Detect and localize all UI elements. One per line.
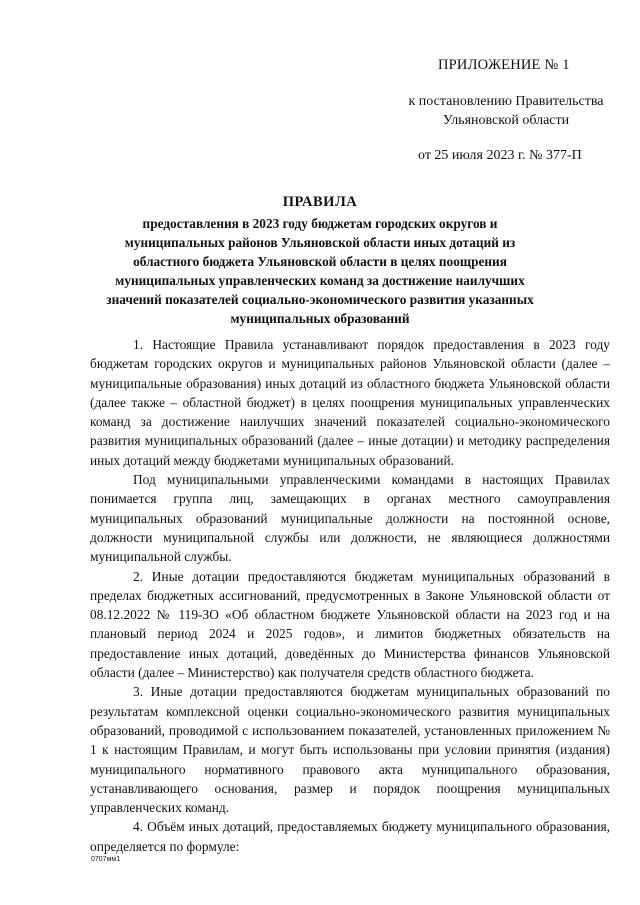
paragraph-3: 3. Иные дотации предоставляются бюджетам муниципальных образований по результатам комплексной оценки социально-экономического развития муниципальных образований, проводимой с использованием показателей, установленных приложением № 1 к настоящим Правилам, и могут быть использованы при условии принятия (издания) муниципального нормативного правового акта муниципального образования, устанавливающего основания, размер и порядок поощрения муниципальных управленческих команд. xyxy=(90,684,610,816)
paragraph-1: 1. Настоящие Правила устанавливают порядок предоставления в 2023 году бюджетам городских округов и муниципальных районов Ульяновской области (далее – муниципальные образования) иных дотаций из областного бюджета Ульяновской области (далее также – областной бюджет) в целях поощрения муниципальных управленческих команд за достижение наилучших значений показателей социально-экономического развития муниципальных образований (далее – иные дотации) и методику распределения иных дотаций между бюджетами муниципальных образований. xyxy=(90,337,610,468)
resolution-reference: к постановлению Правительства Ульяновской области xyxy=(408,94,604,128)
appendix-label: ПРИЛОЖЕНИЕ № 1 xyxy=(438,57,570,73)
paragraph-1-continued: Под муниципальными управленческими командами в настоящих Правилах понимается группа лиц, замещающих в органах местного самоуправления муниципальных образований муниципальные должности на постоянной основе, должности муниципальной службы или должности, не являющиеся должностями муниципальной службы. xyxy=(90,472,610,565)
resolution-date: от 25 июля 2023 г. № 377-П xyxy=(418,148,582,163)
document-body xyxy=(90,335,610,856)
footer-code: 0707мм1 xyxy=(91,856,121,863)
document-title: ПРАВИЛА xyxy=(282,194,358,210)
document-subtitle: предоставления в 2023 году бюджетам городских округов и муниципальных районов Ульяновской области иных дотаций из областного бюджета Ульяновской области в целях поощрения муниципальных управленческих команд за достижение наилучших значений показателей социально-экономического развития указанных муниципальных образований xyxy=(106,216,534,327)
paragraph-4: 4. Объём иных дотаций, предоставляемых бюджету муниципального образования, определяется по формуле: xyxy=(90,819,610,854)
paragraph-2: 2. Иные дотации предоставляются бюджетам муниципальных образований в пределах бюджетных ассигнований, предусмотренных в Законе Ульяновской области от 08.12.2022 № 119-ЗО «Об областном бюджете Ульяновской области на 2023 год и на плановый период 2024 и 2025 годов», и лимитов бюджетных обязательств на предоставление иных дотаций, доведённых до Министерства финансов Ульяновской области (далее – Министерство) как получателя средств областного бюджета. xyxy=(90,568,610,681)
